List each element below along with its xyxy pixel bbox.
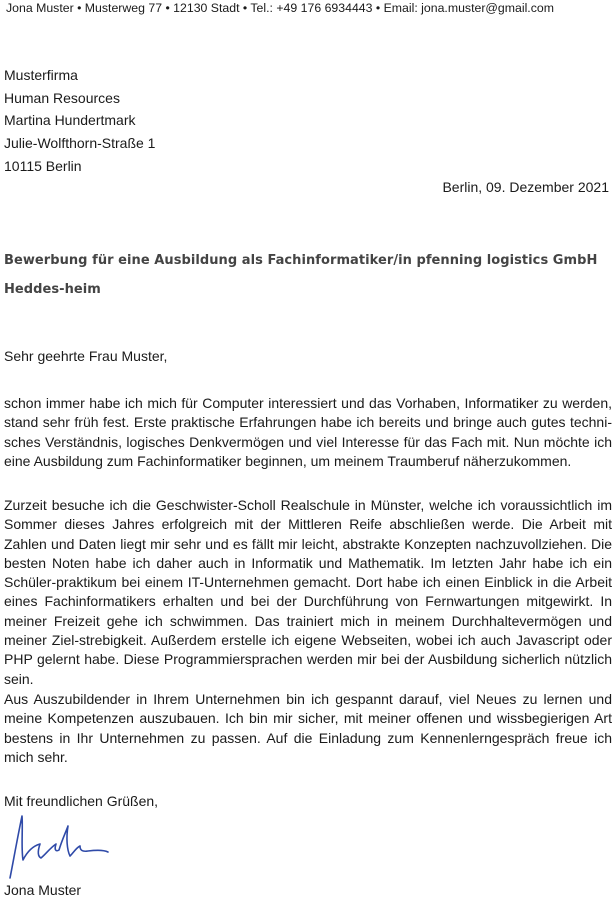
handwritten-signature: [4, 808, 114, 880]
salutation: Sehr geehrte Frau Muster,: [4, 348, 168, 364]
recipient-department: Human Resources: [4, 89, 120, 106]
closing-phrase: Mit freundlichen Grüßen,: [4, 793, 159, 809]
body-paragraph-1: schon immer habe ich mich für Computer interessiert und das Vorhaben, Informatiker zu werden, stand sehr früh fest. Erste praktische Erfahrungen habe ich bereits und bringe auch gutes techni-sches Verständnis, logisches Denkvermögen und viel Interesse für das Fach mit. Nun möchte ich eine Ausbildung zum Fachinformatiker beginnen, um meinem Traumberuf näherzukommen.: [4, 395, 612, 469]
body-paragraph-3: Aus Auszubildender in Ihrem Unternehmen bin ich gespannt darauf, viel Neues zu lernen und meine Kompetenzen auszubauen. Ich bin mir sicher, mit meiner offenen und wissbegierigen Art bestens in Ihr Unternehmen zu passen. Auf die Einladung zum Kennenlerngespräch freue ich mich sehr.: [4, 691, 612, 765]
sender-line: Jona Muster • Musterweg 77 • 12130 Stadt • Tel.: +49 176 6934443 • Email: jona.muster@gmail.com: [6, 1, 554, 15]
letter-date: Berlin, 09. Dezember 2021: [442, 179, 609, 195]
body-paragraph-2: Zurzeit besuche ich die Geschwister-Scholl Realschule in Münster, welche ich voraussichtlich im Sommer dieses Jahres erfolgreich mit der Mittleren Reife abschließen werde. Die Arbeit mit Zahlen und Daten liegt mir sehr und es fällt mir leicht, abstrakte Konzepten nachzuvollziehen. Die besten Noten habe ich daher auch in Informatik und Mathematik. Im letzten Jahr habe ich ein Schüler-praktikum bei einem IT-Unternehmen gemacht. Dort habe ich einen Einblick in die Arbeit eines Fachinformatikers erhalten und bei der Durchführung von Fernwartungen mitgewirkt. In meiner Freizeit gehe ich schwimmen. Das trainiert mich in meinem Durchhaltevermögen und meiner Ziel-strebigkeit. Außerdem erstelle ich eigene Webseiten, wobei ich auch Javascript oder PHP gelernt habe. Diese Programmiersprachen werden mir bei der Ausbildung sicherlich nützlich sein.: [4, 497, 612, 687]
recipient-company: Musterfirma: [4, 67, 78, 83]
letter-subject: Bewerbung für eine Ausbildung als Fachinformatiker/in pfenning logistics GmbH Heddes-heim: [4, 253, 598, 297]
signer-name: Jona Muster: [4, 882, 82, 898]
recipient-contact: Martina Hundertmark: [4, 112, 136, 129]
recipient-street: Julie-Wolfthorn-Straße 1: [4, 135, 156, 152]
recipient-address: [4, 64, 155, 178]
recipient-city: 10115 Berlin: [4, 157, 82, 174]
